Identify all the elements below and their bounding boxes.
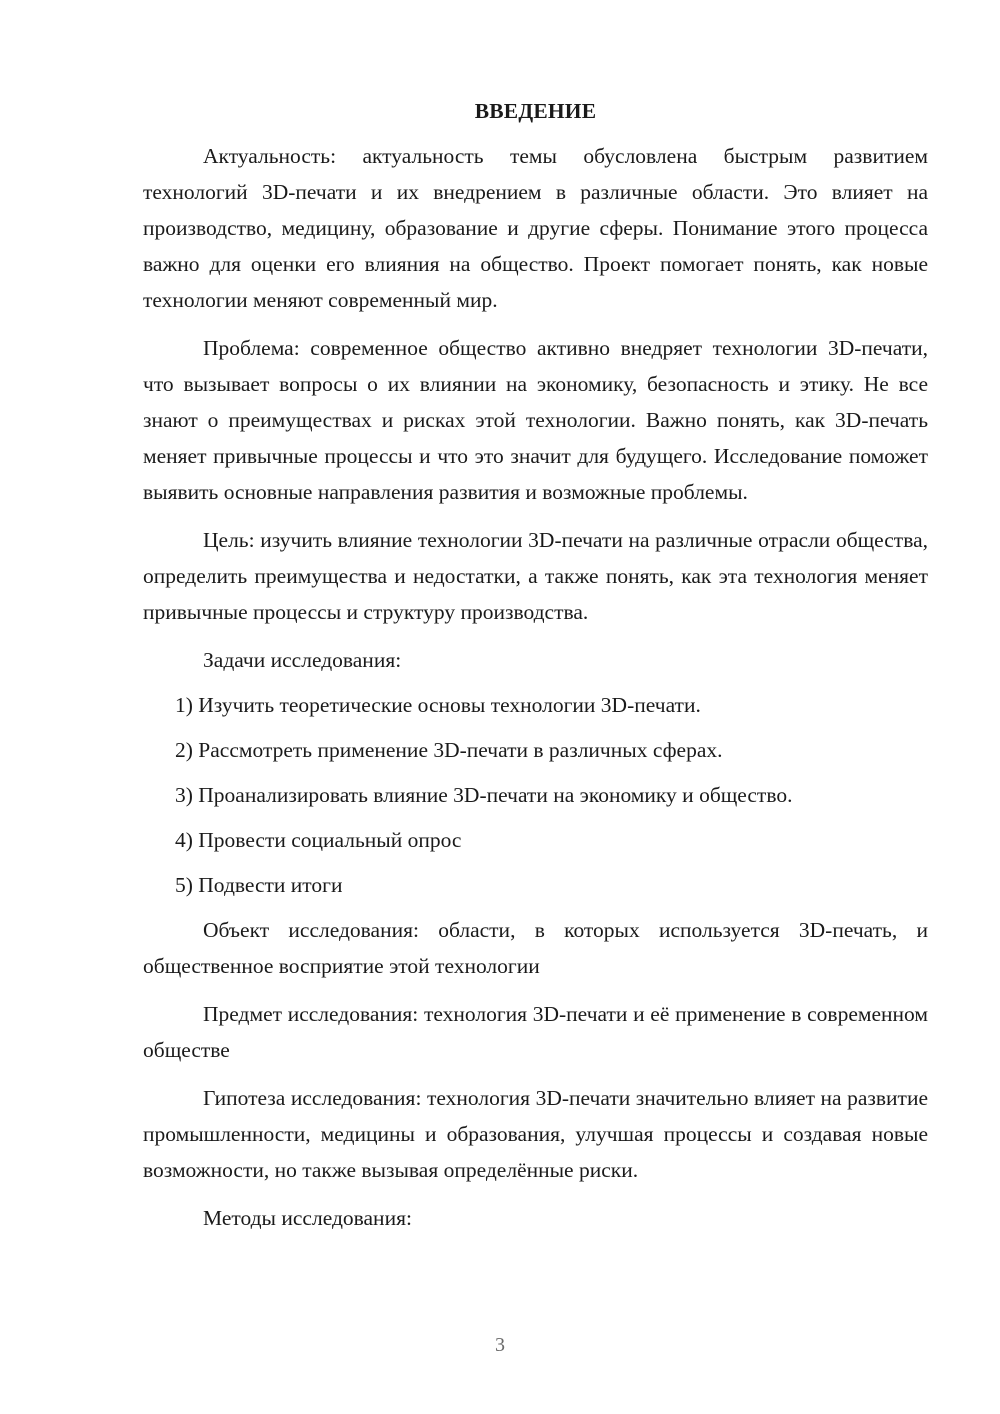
- spacer: [143, 630, 928, 642]
- paragraph-object: Объект исследования: области, в которых используется 3D-печать, и общественное восприятие этой технологии: [143, 918, 928, 978]
- paragraph-relevance: Актуальность: актуальность темы обусловлена быстрым развитием технологий 3D-печати и их внедрением в различные области. Это влияет на производство, медицину, образование и другие сферы. Понимание этого процесса важно для оценки его влияния на общество. Проект помогает понять, как новые технологии меняют современный мир.: [143, 144, 928, 312]
- paragraph-problem: Проблема: современное общество активно внедряет технологии 3D-печати, что вызывает вопросы о их влиянии на экономику, безопасность и этику. Не все знают о преимуществах и рисках этой технологии. Важно понять, как 3D-печать меняет привычные процессы и что это значит для будущего. Исследование поможет выявить основные направления развития и возможные проблемы.: [143, 336, 928, 504]
- list-item: 4) Провести социальный опрос: [175, 828, 462, 852]
- spacer: [143, 1188, 928, 1200]
- paragraph-hypothesis: Гипотеза исследования: технология 3D-печати значительно влияет на развитие промышленности, медицины и образования, улучшая процессы и создавая новые возможности, но также вызывая определённые риски.: [143, 1086, 928, 1182]
- paragraph-goal: Цель: изучить влияние технологии 3D-печати на различные отрасли общества, определить преимущества и недостатки, а также понять, как эта технология меняет привычные процессы и структуру производства.: [143, 528, 928, 624]
- list-item: 1) Изучить теоретические основы технологии 3D-печати.: [175, 693, 701, 717]
- spacer: [143, 1068, 928, 1080]
- spacer: [143, 510, 928, 522]
- page-number: 3: [495, 1334, 505, 1356]
- document-page: [143, 96, 928, 1236]
- spacer: [143, 984, 928, 996]
- spacer: [143, 126, 928, 138]
- methods-heading: Методы исследования:: [203, 1206, 412, 1230]
- page-title: ВВЕДЕНИЕ: [474, 99, 597, 123]
- spacer: [143, 318, 928, 330]
- list-item: 2) Рассмотреть применение 3D-печати в различных сферах.: [175, 738, 723, 762]
- list-item: 3) Проанализировать влияние 3D-печати на экономику и общество.: [175, 783, 793, 807]
- spacer: [143, 678, 928, 687]
- paragraph-subject: Предмет исследования: технология 3D-печати и её применение в современном обществе: [143, 1002, 928, 1062]
- tasks-heading: Задачи исследования:: [203, 648, 402, 672]
- tasks-list: [143, 687, 928, 903]
- list-item: 5) Подвести итоги: [175, 873, 343, 897]
